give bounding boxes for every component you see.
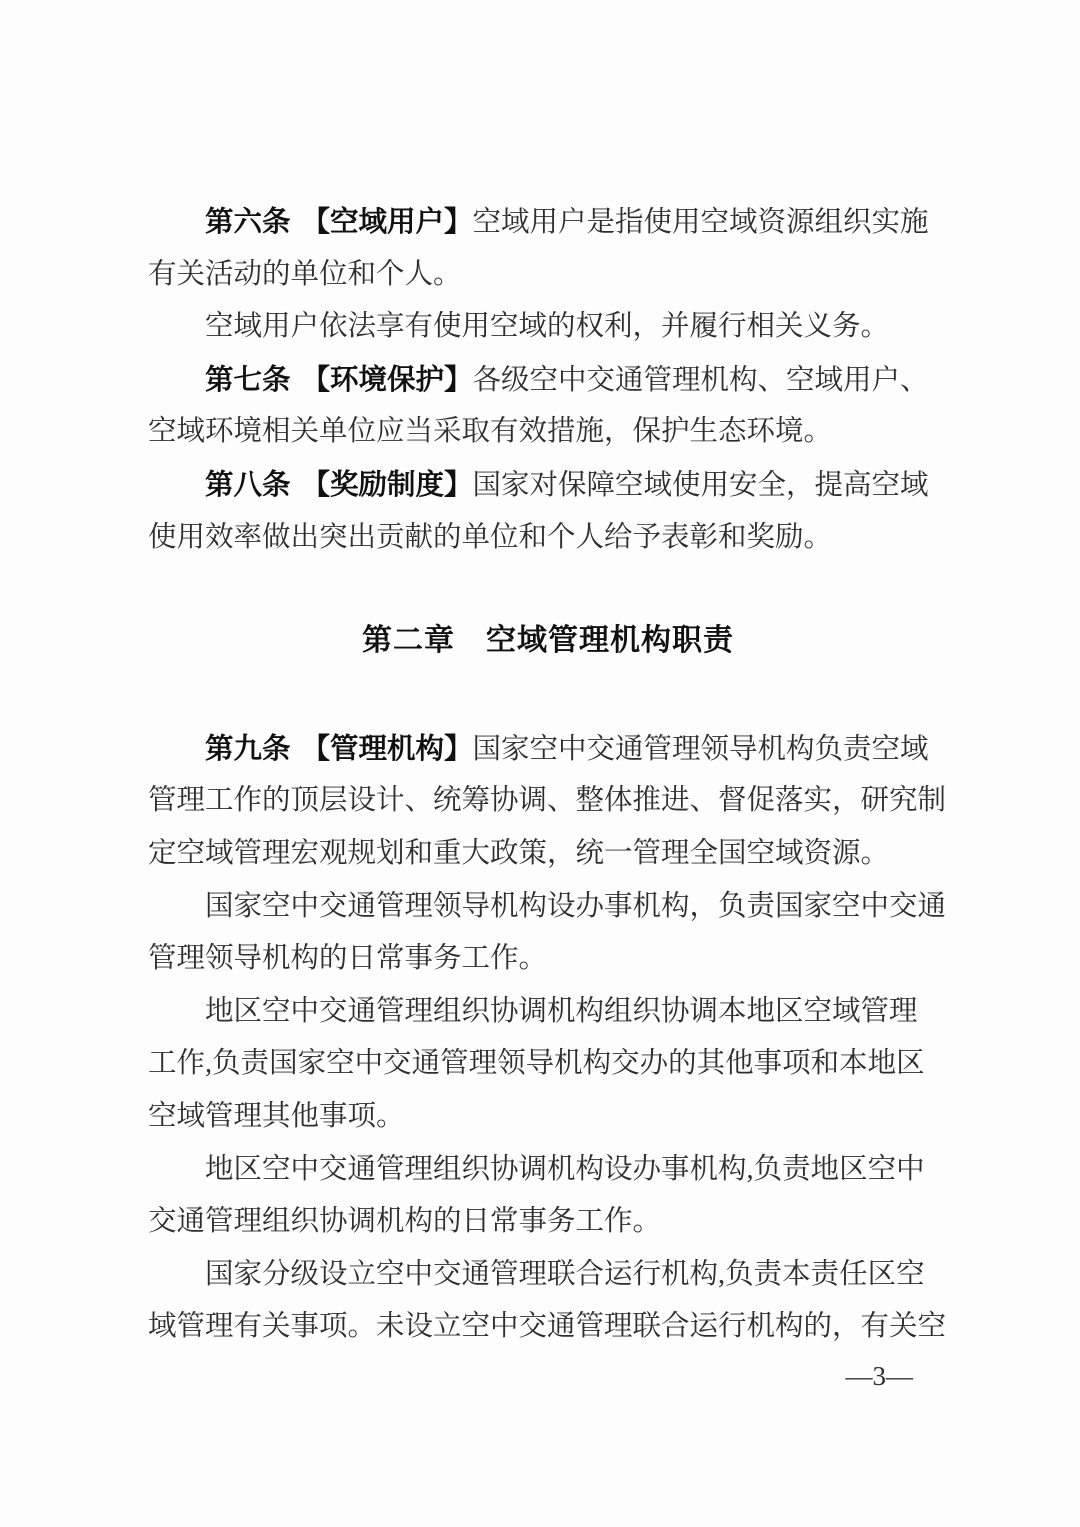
article-7-line-2: 空域环境相关单位应当采取有效措施，保护生态环境。 — [148, 416, 833, 448]
article-9-para-3-line-3: 空域管理其他事项。 — [148, 1100, 405, 1132]
article-9-para-3-line-1: 地区空中交通管理组织协调机构组织协调本地区空域管理 — [205, 995, 918, 1027]
article-9-topic: 【管理机构】 — [301, 732, 473, 765]
article-9-line-1 — [148, 723, 948, 776]
article-6-para-2: 空域用户依法享有使用空域的权利，并履行相关义务。 — [205, 311, 890, 343]
article-9-line-2: 管理工作的顶层设计、统筹协调、整体推进、督促落实，研究制 — [148, 785, 947, 817]
article-9-line-3: 定空域管理宏观规划和重大政策，统一管理全国空域资源。 — [148, 837, 890, 869]
article-9-para-5-line-1: 国家分级设立空中交通管理联合运行机构,负责本责任区空 — [205, 1258, 925, 1290]
article-6-line-2: 有关活动的单位和个人。 — [148, 258, 462, 290]
article-9-para-4-line-1: 地区空中交通管理组织协调机构设办事机构,负责地区空中 — [205, 1153, 925, 1185]
article-6-number: 第六条 — [205, 206, 291, 238]
article-7-text: 各级空中交通管理机构、空域用户、 — [472, 364, 929, 396]
article-9-para-3-line-2: 工作,负责国家空中交通管理领导机构交办的其他事项和本地区 — [148, 1048, 925, 1080]
article-9-para-2-line-1: 国家空中交通管理领导机构设办事机构，负责国家空中交通 — [205, 890, 947, 922]
article-9-para-4-line-2: 交通管理组织协调机构的日常事务工作。 — [148, 1206, 662, 1238]
document-body — [148, 196, 948, 1354]
article-7-line-1 — [148, 354, 948, 407]
article-9-number: 第九条 — [205, 732, 291, 765]
article-6-topic: 【空域用户】 — [301, 206, 473, 238]
chapter-heading: 第二章 空域管理机构职责 — [362, 624, 734, 658]
article-7-topic: 【环境保护】 — [301, 363, 473, 396]
article-9-para-5-line-2: 域管理有关事项。未设立空中交通管理联合运行机构的，有关空 — [148, 1311, 947, 1343]
article-9-para-2-line-2: 管理领导机构的日常事务工作。 — [148, 943, 548, 975]
article-8-topic: 【奖励制度】 — [301, 468, 473, 501]
article-6-line-1 — [148, 196, 948, 249]
article-8-number: 第八条 — [205, 468, 291, 501]
article-7-number: 第七条 — [205, 363, 291, 396]
article-6-text: 空域用户是指使用空域资源组织实施 — [472, 207, 929, 238]
article-8-line-2: 使用效率做出突出贡献的单位和个人给予表彰和奖励。 — [148, 521, 833, 553]
article-8-line-1 — [148, 459, 948, 512]
article-9-text: 国家空中交通管理领导机构负责空域 — [472, 733, 929, 765]
page-number: —3— — [845, 1361, 913, 1391]
article-8-text: 国家对保障空域使用安全，提高空域 — [472, 469, 929, 501]
